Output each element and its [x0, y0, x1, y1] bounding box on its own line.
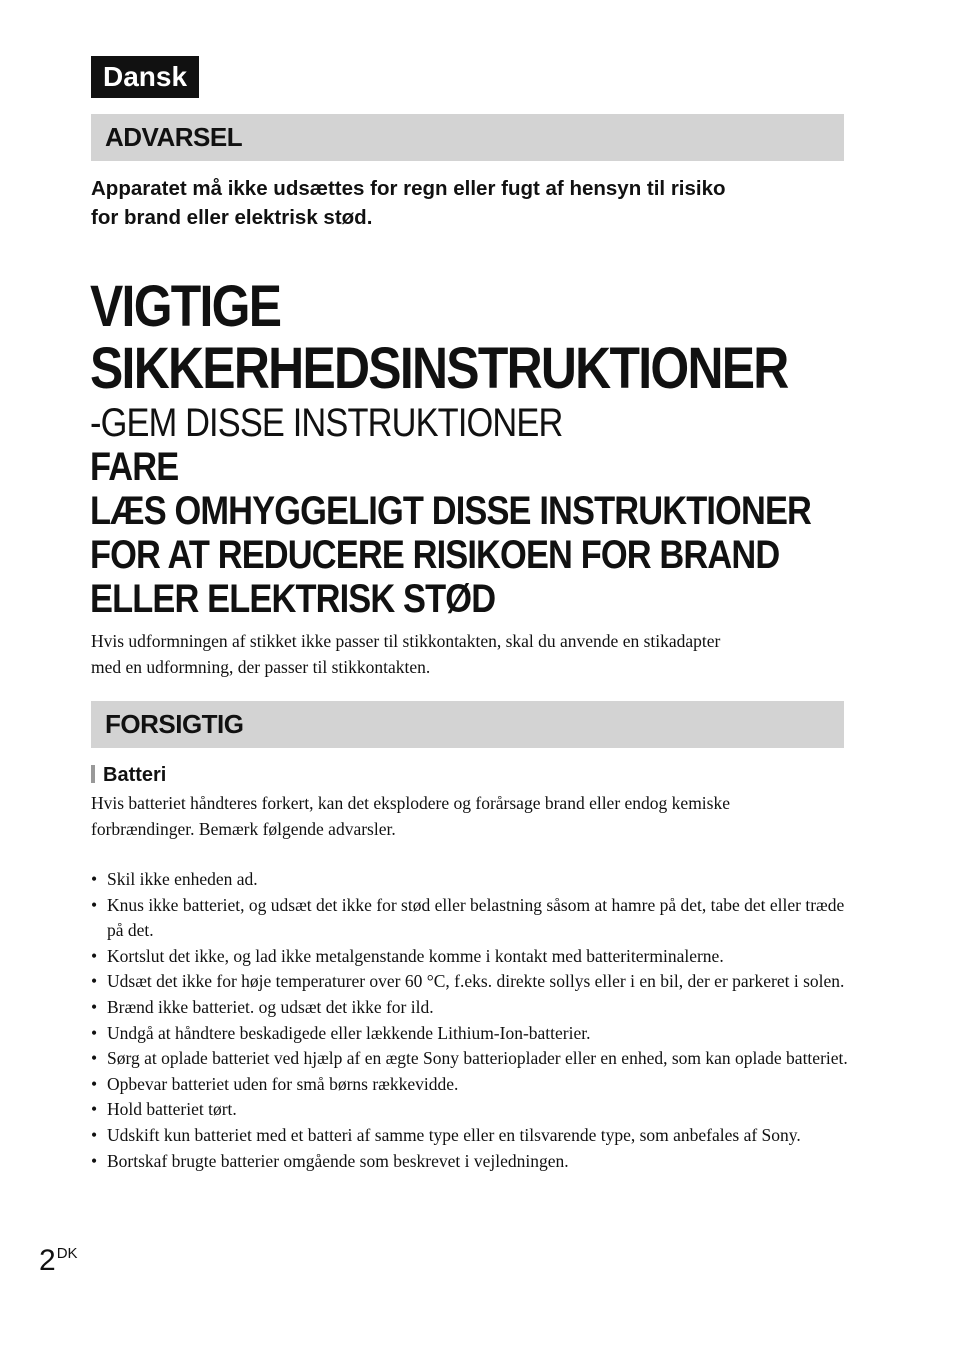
battery-intro-line1: Hvis batteriet håndteres forkert, kan det eksplodere og forårsage brand eller endog kemiske	[91, 793, 730, 813]
advarsel-text-line2: for brand eller elektrisk stød.	[91, 206, 373, 229]
battery-intro-line2: forbrændinger. Bemærk følgende advarsler.	[91, 819, 396, 839]
read-carefully-line2: FOR AT REDUCERE RISIKOEN FOR BRAND	[90, 533, 780, 577]
list-item: • Kortslut det ikke, og lad ikke metalgenstande komme i kontakt med batteriterminalerne.	[91, 944, 851, 970]
plug-line1: Hvis udformningen af stikket ikke passer til stikkontakten, skal du anvende en stikadapter	[91, 631, 721, 651]
read-carefully-line1: LÆS OMHYGGELIGT DISSE INSTRUKTIONER	[90, 489, 812, 533]
advarsel-heading: ADVARSEL	[105, 122, 243, 152]
list-item: • Bortskaf brugte batterier omgående som beskrevet i vejledningen.	[91, 1149, 851, 1175]
read-carefully-line3: ELLER ELEKTRISK STØD	[90, 577, 496, 621]
heading-marker-icon	[91, 765, 95, 783]
battery-warning-list	[91, 867, 851, 1174]
language-tab: Dansk	[91, 56, 199, 98]
forsigtig-section-bar	[91, 701, 844, 748]
plug-line2: med en udformning, der passer til stikkontakten.	[91, 657, 431, 677]
list-item: • Udskift kun batteriet med et batteri af samme type eller en tilsvarende type, som anbefales af Sony.	[91, 1123, 851, 1149]
battery-heading	[91, 762, 166, 788]
safety-subtitle: -GEM DISSE INSTRUKTIONER	[90, 401, 563, 445]
list-item: • Hold batteriet tørt.	[91, 1097, 851, 1123]
list-item: • Opbevar batteriet uden for små børns rækkevidde.	[91, 1072, 851, 1098]
page-number-value: 2	[39, 1244, 56, 1277]
safety-title-line1: VIGTIGE	[90, 274, 281, 339]
list-item: • Sørg at oplade batteriet ved hjælp af en ægte Sony batterioplader eller en enhed, som kan oplade batteriet.	[91, 1046, 851, 1072]
read-carefully-heading	[90, 489, 864, 621]
safety-title	[90, 274, 788, 401]
page-number-suffix: DK	[56, 1245, 78, 1262]
list-item: • Undgå at håndtere beskadigede eller lækkende Lithium-Ion-batterier.	[91, 1021, 851, 1047]
forsigtig-heading: FORSIGTIG	[105, 709, 244, 739]
battery-intro-paragraph	[91, 790, 851, 842]
page-number	[39, 1236, 78, 1279]
plug-paragraph	[91, 628, 851, 680]
safety-title-line2: SIKKERHEDSINSTRUKTIONER	[90, 336, 788, 401]
advarsel-text-line1: Apparatet må ikke udsættes for regn eller fugt af hensyn til risiko	[91, 177, 726, 200]
list-item: • Skil ikke enheden ad.	[91, 867, 851, 893]
battery-heading-label: Batteri	[103, 764, 167, 786]
list-item: • Udsæt det ikke for høje temperaturer over 60 °C, f.eks. direkte sollys eller i en bil, der er parkeret i solen.	[91, 969, 851, 995]
advarsel-warning-text	[91, 174, 851, 232]
danger-heading: FARE	[90, 445, 179, 489]
advarsel-section-bar	[91, 114, 844, 161]
list-item: • Knus ikke batteriet, og udsæt det ikke for stød eller belastning såsom at hamre på det, tabe det eller træde på det.	[91, 893, 851, 944]
list-item: • Brænd ikke batteriet. og udsæt det ikke for ild.	[91, 995, 851, 1021]
